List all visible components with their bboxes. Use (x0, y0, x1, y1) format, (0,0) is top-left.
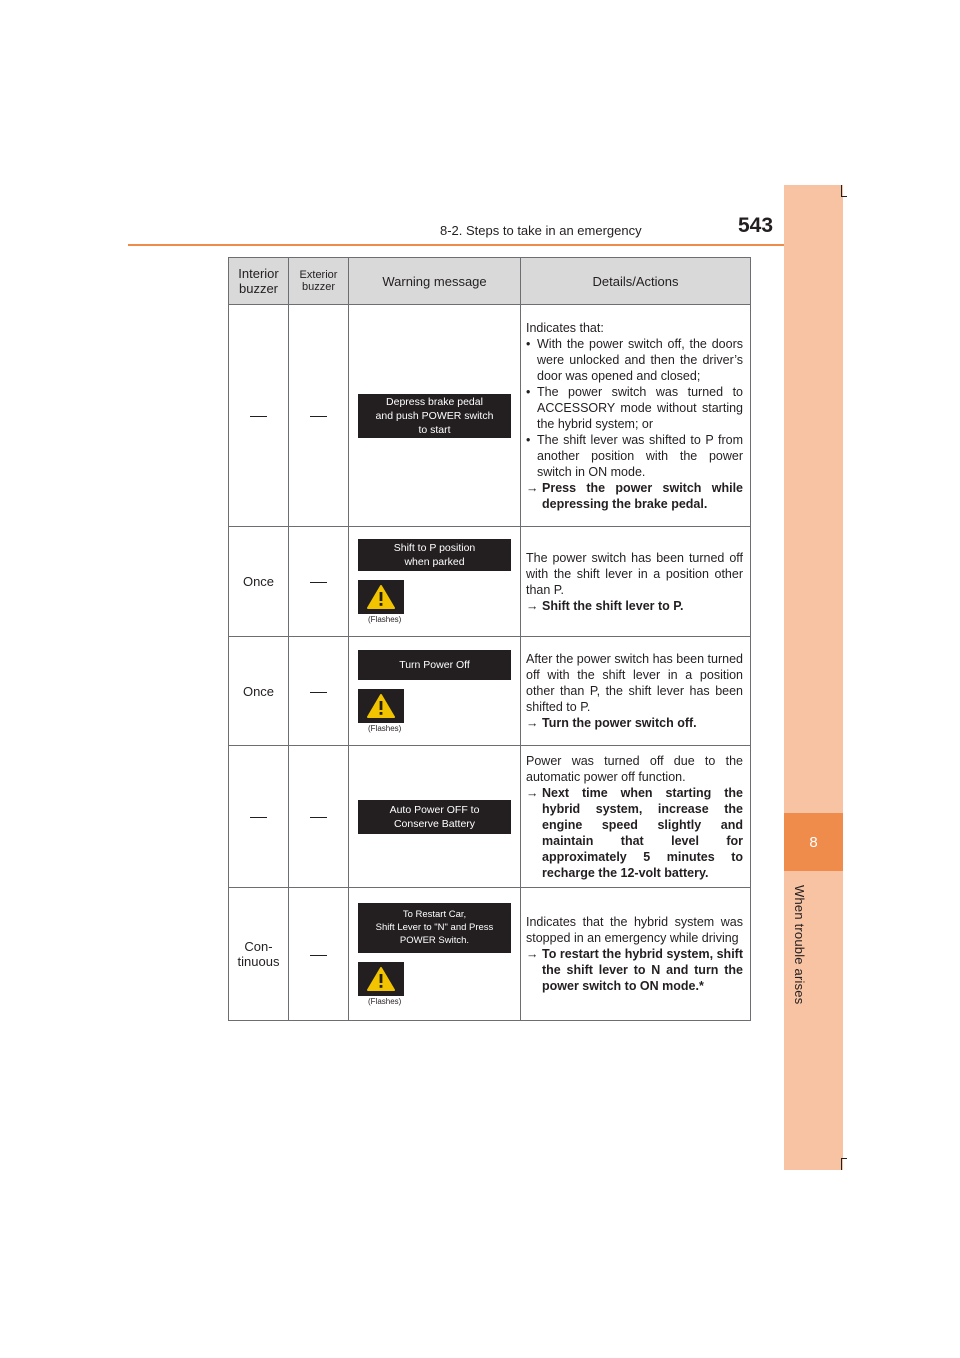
arrow-right-icon: → (526, 947, 539, 961)
warning-triangle-icon (366, 966, 396, 992)
list-item: • The shift lever was shifted to P from another position with the power switch in ON mode. (526, 432, 743, 479)
dash-none (250, 416, 267, 417)
table-row (229, 888, 751, 1021)
crop-mark-bottom-tick (841, 1158, 847, 1159)
warning-triangle-icon (366, 693, 396, 719)
dash-none (310, 817, 327, 818)
details-cell (521, 746, 751, 888)
action-instruction: → Next time when starting the hybrid system, increase the engine speed slightly and maintain that level for approximately 5 minutes to recharge the 12-volt battery. (526, 785, 743, 880)
dash-none (250, 817, 267, 818)
table-row (229, 527, 751, 637)
action-instruction: → Shift the shift lever to P. (526, 598, 684, 613)
table-row (229, 746, 751, 888)
details-text: Power was turned off due to the automatic power off function. (526, 753, 743, 784)
details-intro: Indicates that: (526, 320, 604, 335)
section-title: 8-2. Steps to take in an emergency (440, 223, 642, 238)
display-line: Auto Power OFF to (389, 803, 480, 816)
warning-message-cell (349, 888, 521, 1021)
chapter-title: When trouble arises (792, 885, 807, 1005)
display-message-panel (358, 800, 511, 834)
details-cell (521, 527, 751, 637)
arrow-right-icon: → (526, 480, 539, 495)
display-line: when parked (404, 556, 465, 568)
exterior-buzzer-cell (289, 527, 349, 637)
interior-buzzer-cell: Con-tinuous (229, 888, 289, 1021)
chapter-side-tab (784, 185, 843, 1170)
flash-note: (Flashes) (368, 996, 402, 1006)
display-line: Turn Power Off (399, 658, 470, 671)
display-line: and push POWER switch (375, 409, 494, 422)
display-line: POWER Switch. (399, 935, 470, 946)
details-text: Indicates that the hybrid system was stopped in an emergency while driving (526, 915, 743, 945)
table-header-row (229, 258, 751, 305)
arrow-right-icon: → (526, 598, 539, 613)
display-message-panel (358, 650, 511, 680)
exterior-buzzer-cell (289, 305, 349, 527)
display-line: To Restart Car, (402, 909, 467, 920)
interior-buzzer-cell (229, 305, 289, 527)
exterior-buzzer-cell (289, 746, 349, 888)
warning-message-table (228, 257, 751, 1021)
chapter-number: 8 (809, 833, 818, 851)
warning-triangle-icon (366, 584, 396, 610)
action-instruction: → Press the power switch while depressing the brake pedal. (526, 480, 743, 511)
master-warning-light (358, 580, 404, 614)
interior-buzzer-cell: Once (229, 527, 289, 637)
master-warning-light (358, 689, 404, 723)
warning-message-cell (349, 527, 521, 637)
arrow-right-icon: → (526, 785, 539, 800)
display-line: Depress brake pedal (386, 395, 483, 408)
exterior-buzzer-cell (289, 637, 349, 746)
dash-none (310, 416, 327, 417)
dash-none (310, 955, 327, 956)
display-message-panel (358, 903, 511, 953)
display-line: Shift Lever to "N" and Press (375, 922, 494, 933)
details-text: The power switch has been turned off with the shift lever in a position other than P. (526, 550, 743, 597)
action-instruction: → Turn the power switch off. (526, 716, 697, 730)
details-text: After the power switch has been turned off with the shift lever in a position other than P, the shift lever has been shifted to P. (526, 652, 743, 714)
crop-mark-bottom (841, 1158, 842, 1170)
table-row (229, 305, 751, 527)
table-row (229, 637, 751, 746)
header-warning-message: Warning message (349, 258, 521, 305)
interior-buzzer-cell (229, 746, 289, 888)
list-item: • With the power switch off, the doors were unlocked and then the driver’s door was opened and closed; (526, 336, 743, 383)
crop-mark-top-tick (841, 196, 847, 197)
details-cell (521, 305, 751, 527)
action-instruction: → To restart the hybrid system, shift the shift lever to N and turn the power switch to ON mode.* (526, 947, 743, 993)
list-item: • The power switch was turned to ACCESSORY mode without starting the hybrid system; or (526, 384, 743, 431)
display-line: Shift to P position (393, 542, 476, 554)
flash-note: (Flashes) (368, 615, 402, 624)
header-interior-buzzer: Interior buzzer (229, 258, 289, 305)
header-rule (128, 244, 784, 246)
display-line: to start (418, 423, 451, 436)
details-cell (521, 637, 751, 746)
dash-none (310, 582, 327, 583)
details-cell (521, 888, 751, 1021)
display-line: Conserve Battery (393, 817, 476, 830)
warning-message-cell (349, 305, 521, 527)
dash-none (310, 692, 327, 693)
master-warning-light (358, 962, 404, 996)
display-message-panel (358, 394, 511, 438)
warning-message-cell (349, 746, 521, 888)
chapter-number-box (784, 813, 843, 871)
exterior-buzzer-cell (289, 888, 349, 1021)
header-details-actions: Details/Actions (521, 258, 751, 305)
arrow-right-icon: → (526, 716, 539, 730)
interior-buzzer-cell: Once (229, 637, 289, 746)
warning-message-cell (349, 637, 521, 746)
header-exterior-buzzer: Exterior buzzer (289, 258, 349, 305)
flash-note: (Flashes) (368, 723, 402, 733)
display-message-panel (358, 539, 511, 571)
page-number: 543 (738, 214, 774, 237)
